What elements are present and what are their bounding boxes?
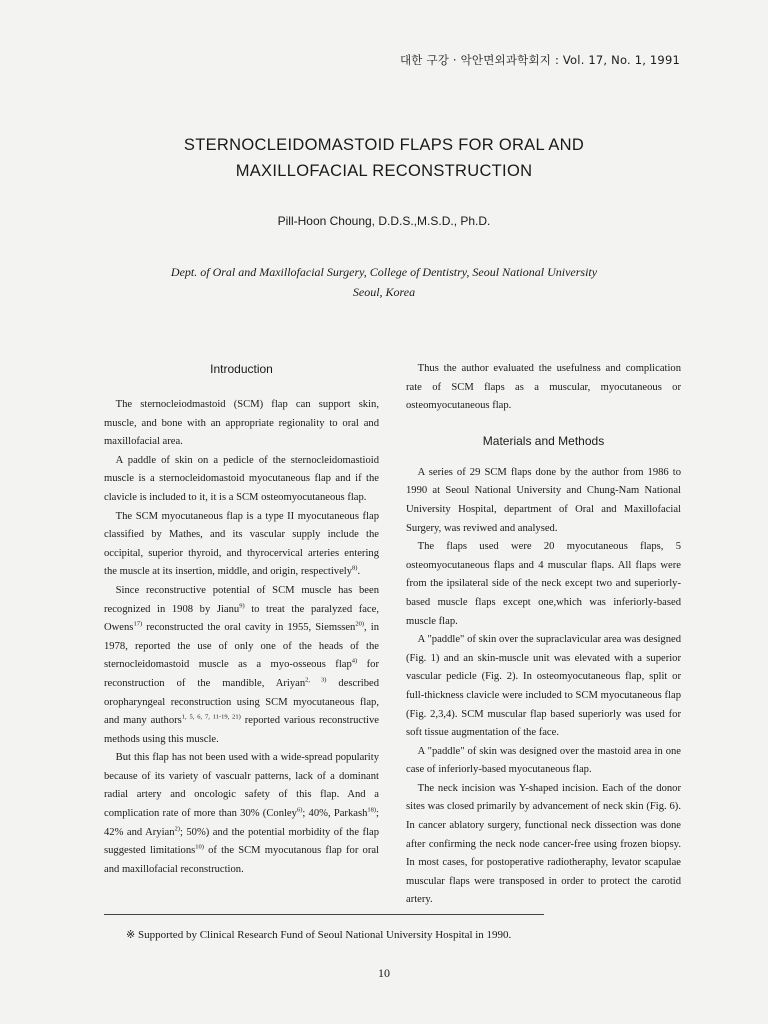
intro-closing-paragraph: Thus the author evaluated the usefulness and complication rate of SCM flaps as a muscular, myocutaneous or osteomyocutaneous flap. bbox=[406, 363, 681, 412]
intro-paragraph-3: The SCM myocutaneous flap is a type II myocutaneous flap classified by Mathes, and its vascular supply include the occipital, superior thyroid, and thyrocervical arteries entering the muscle at its insertion, middle, and origin, respectively$^{8)}$. bbox=[104, 510, 379, 578]
citation: 2) bbox=[174, 825, 180, 833]
methods-paragraph-1: A series of 29 SCM flaps done by the author from 1986 to 1990 at Seoul National University and Chung-Nam National University Hospital, department of Oral and Maxillofacial Surgery, was reviwed and analysed. bbox=[406, 466, 681, 534]
left-column bbox=[104, 360, 379, 879]
footnote-text: Supported by Clinical Research Fund of Seoul National University Hospital in 1990. bbox=[137, 929, 512, 941]
author-name: Pill-Hoon Choung, D.D.S.,M.S.D., Ph.D. bbox=[277, 214, 491, 228]
intro-paragraph-1: The sternocleiodmastoid (SCM) flap can support skin, muscle, and bone with an appropriate regionality to oral and maxillofacial area. bbox=[104, 399, 379, 448]
affiliation-line-2: Seoul, Korea bbox=[352, 285, 416, 299]
citation: 10) bbox=[195, 843, 204, 851]
citation: 4) bbox=[351, 657, 358, 665]
title-line-1: STERNOCLEIDOMASTOID FLAPS FOR ORAL AND bbox=[183, 136, 585, 154]
citation: 9) bbox=[239, 602, 245, 609]
affiliation bbox=[0, 262, 768, 302]
introduction-heading: Introduction bbox=[210, 362, 273, 376]
citation: 6) bbox=[296, 806, 303, 814]
citation: 20) bbox=[355, 620, 364, 628]
citation: 17) bbox=[133, 620, 143, 628]
intro-paragraph-5: But this flap has not been used with a wide-spread popularity because of its variety of vascualr patterns, lack of a dominant radial artery and oncologic safety of this flap. And a complication rate of more than 30% (Conley$^{6)}$; 40%, Parkash$^{18)}$; 42% and Aryian$^{2)}$; 50%) and the potential morbidity of the flap suggested limitations$^{10)}$ of the SCM myocutanous flap for oral and maxillofacial reconstruction. bbox=[104, 752, 380, 875]
citation: 18) bbox=[367, 806, 377, 814]
right-column bbox=[406, 360, 681, 910]
methods-paragraph-3: A "paddle" of skin over the supraclavicular area was designed (Fig. 1) and an skin-muscle unit was elevated with a superior vascular pedicle (Fig. 2). In osteomyocutaneous flap, split or full-thickness clavicle were included to SCM myocutaneous flap (Fig. 2,3,4). SCM muscular flap based superiorly was used for soft tissue augmentation of the face. bbox=[406, 634, 681, 739]
citation: 2, 3) bbox=[305, 676, 327, 684]
intro-paragraph-2: A paddle of skin on a pedicle of the sternocleidomastioid muscle is a sternocleidomastoid myocutaneous flap and if the clavicle is included to it, it is a SCM osteomyocutaneous flap. bbox=[104, 454, 379, 503]
affiliation-line-1: Dept. of Oral and Maxillofacial Surgery, College of Dentistry, Seoul National University bbox=[170, 265, 598, 279]
paper-title bbox=[0, 132, 768, 184]
methods-paragraph-4: A "paddle" of skin was designed over the mastoid area in one case of inferiorly-based myocutaneous flap. bbox=[406, 745, 681, 776]
page-number: 10 bbox=[378, 966, 390, 980]
footnote-divider bbox=[104, 914, 544, 915]
journal-reference: 대한 구강 · 악안면외과학회지 : Vol. 17, No. 1, 1991 bbox=[399, 53, 680, 67]
methods-paragraph-2: The flaps used were 20 myocutaneous flaps, 5 osteomyocutaneous flaps and 4 muscular flaps. All flaps were from the ipsilateral side of the neck except two and superiorly-based muscle flaps except one,which was inferiorly-based muscle flap. bbox=[406, 541, 681, 627]
methods-paragraph-5: The neck incision was Y-shaped incision. Each of the donor sites was closed primarily by advancement of neck skin (Fig. 6). In cancer ablatory surgery, functional neck dissection was done after confirming the neck node cancer-free using frozen biopsy. In most cases, for postoperative radiotheraphy, levator scapulae muscular flaps were transposed in order to protect the carotid artery. bbox=[406, 782, 681, 906]
intro-paragraph-4: Since reconstructive potential of SCM muscle has been recognized in 1908 by Jianu$^{9)}$ to treat the paralyzed face, Owens$^{17)}$ reconstructed the oral cavity in 1955, Siemssen$^{20)}$, in 1978, reported the use of only one of the heads of the sternocleidomastoid muscle as a myo-osseous flap$^{4)}$ for reconstruction of the mandible, Ariyan$^{2, 3)}$ described oropharyngeal reconstruction using SCM myocutaneous flap, and many authors$^{1, 5, 6, 7, 11-19, 21)}$ reported various reconstructive methods using this muscle. bbox=[104, 584, 379, 745]
materials-methods-heading: Materials and Methods bbox=[482, 433, 605, 448]
citation: 8) bbox=[352, 564, 358, 572]
title-line-2: MAXILLOFACIAL RECONSTRUCTION bbox=[235, 162, 533, 180]
footnote bbox=[126, 928, 511, 941]
citation: 1, 5, 6, 7, 11-19, 21) bbox=[181, 713, 241, 721]
footnote-marker: ※ bbox=[126, 929, 136, 941]
